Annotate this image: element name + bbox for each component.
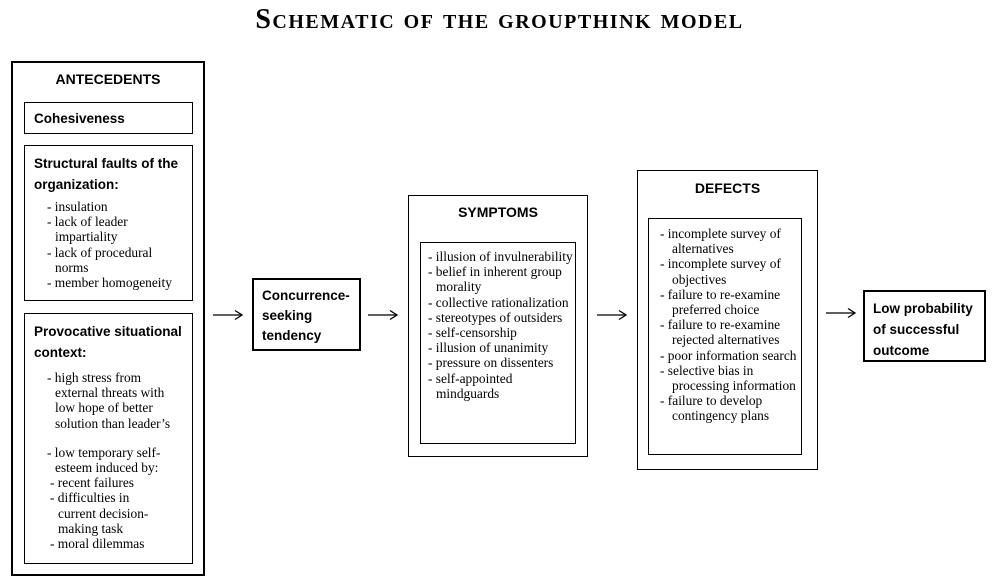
defects-list xyxy=(660,226,799,424)
outcome-box xyxy=(863,290,986,362)
list-item: - stereotypes of outsiders xyxy=(428,309,563,325)
list-item: - self-censorship xyxy=(428,325,517,341)
list-item: - failure to re-examine preferred choice xyxy=(660,286,781,318)
list-item: - member homogeneity xyxy=(47,275,172,291)
list-item: - incomplete survey of objectives xyxy=(660,256,781,287)
defects-inner-box xyxy=(648,218,802,455)
list-item: - failure to develop contingency plans xyxy=(660,393,770,424)
arrow-right-icon xyxy=(825,307,857,319)
list-item: - illusion of invulnerability xyxy=(428,249,573,264)
antecedents-header: ANTECEDENTS xyxy=(55,71,161,87)
list-item: - insulation xyxy=(47,199,108,214)
defects-box xyxy=(637,170,818,470)
symptoms-header: SYMPTOMS xyxy=(458,204,538,220)
provocative-context-title: Provocative situational context: xyxy=(34,324,182,360)
diagram-title: Schematic of the groupthink model xyxy=(255,4,744,35)
symptoms-inner-box xyxy=(420,242,576,444)
list-item: - lack of leader impartiality xyxy=(47,214,128,245)
list-item: - low temporary self-esteem induced by: xyxy=(47,444,161,476)
cohesiveness-box xyxy=(24,102,193,134)
list-item: - self-appointed mindguards xyxy=(428,370,513,401)
structural-faults-list xyxy=(47,199,186,290)
list-item: - belief in inherent group morality xyxy=(428,264,562,295)
outcome-label: Low probability of successful outcome xyxy=(873,301,973,358)
list-item: - pressure on dissenters xyxy=(428,355,554,371)
list-item: - lack of procedural norms xyxy=(47,244,153,275)
list-item: - incomplete survey of alternatives xyxy=(660,226,781,257)
arrow-right-icon xyxy=(367,309,399,321)
list-item: - recent failures xyxy=(50,475,135,491)
list-item: - selective bias in processing information xyxy=(660,362,796,394)
structural-faults-box xyxy=(24,145,193,301)
list-item: - poor information search xyxy=(660,347,797,363)
cohesiveness-label: Cohesiveness xyxy=(34,111,125,126)
defects-header: DEFECTS xyxy=(694,180,761,196)
concurrence-label: Concurrence-seeking tendency xyxy=(262,288,350,343)
antecedents-box xyxy=(11,61,205,576)
list-item: - difficulties in current decision-making task xyxy=(50,490,149,536)
symptoms-box xyxy=(408,195,588,457)
list-item: - illusion of unanimity xyxy=(428,340,549,356)
arrow-right-icon xyxy=(596,309,628,321)
provocative-context-box xyxy=(24,313,193,564)
structural-faults-title: Structural faults of the organization: xyxy=(34,156,179,192)
provocative-context-sub-list xyxy=(50,475,187,551)
list-item: - moral dilemmas xyxy=(50,536,145,552)
concurrence-box xyxy=(252,278,361,351)
list-item: - high stress from external threats with low hope of better solution than leader’s xyxy=(47,370,171,431)
provocative-context-list xyxy=(47,370,187,475)
list-item: - failure to re-examine rejected alternatives xyxy=(660,317,781,348)
symptoms-list xyxy=(428,249,573,401)
arrow-right-icon xyxy=(212,309,244,321)
list-item: - collective rationalization xyxy=(428,294,569,310)
